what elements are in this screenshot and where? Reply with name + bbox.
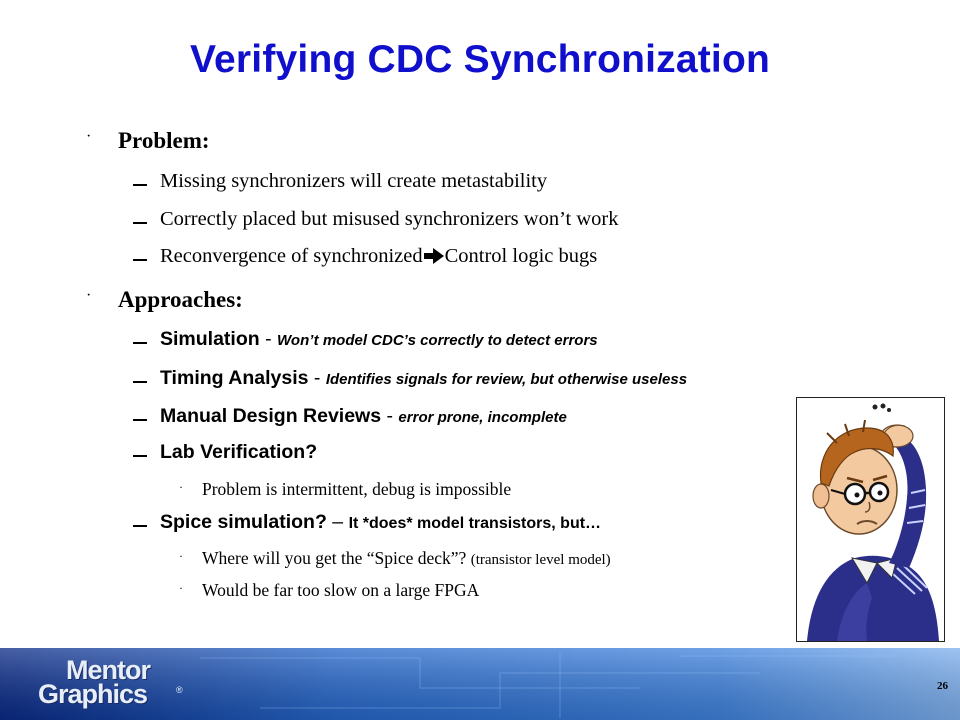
logo-line1: Mentor [66, 655, 150, 685]
bullet-mark: · [179, 581, 183, 595]
approach-note: It *does* model transistors, but… [348, 515, 602, 532]
dash-mark [133, 342, 147, 344]
approach-note: error prone, incomplete [398, 409, 567, 426]
reconvergence-before: Reconvergence of synchronized [160, 245, 423, 267]
problem-item-text [160, 245, 597, 268]
right-arrow-icon [424, 248, 444, 264]
dash-mark [133, 259, 147, 261]
approach-label: Simulation [160, 328, 260, 350]
approach-label: Spice simulation? [160, 511, 327, 533]
dash-mark [133, 184, 147, 186]
mentor-graphics-logo [38, 655, 198, 715]
registered-mark: ® [176, 685, 183, 695]
slide-title: Verifying CDC Synchronization [189, 38, 771, 81]
approach-note: Identifies signals for review, but otherwise useless [325, 371, 688, 388]
problem-item-text: Missing synchronizers will create metastability [160, 170, 548, 192]
dash-mark [133, 419, 147, 421]
dash-mark [133, 381, 147, 383]
approach-subitem-note: (transistor level model) [470, 552, 611, 568]
approach-note: Won’t model CDC’s correctly to detect errors [277, 332, 598, 349]
bullet-mark: · [179, 480, 183, 494]
bullet-mark: · [86, 128, 92, 145]
approach-subitem-text: Where will you get the “Spice deck”? [202, 548, 471, 568]
approach-sep: – [326, 511, 349, 533]
bullet-mark: · [86, 287, 92, 304]
approach-subitem-text: Problem is intermittent, debug is impossible [202, 479, 512, 499]
approach-subitem-text: Would be far too slow on a large FPGA [202, 580, 480, 600]
approach-label: Manual Design Reviews [160, 405, 382, 427]
approach-sep: - [381, 405, 399, 427]
approach-label: Lab Verification? [160, 441, 318, 463]
reconvergence-after: Control logic bugs [444, 245, 598, 267]
approach-label: Timing Analysis [160, 367, 309, 389]
dash-mark [133, 222, 147, 224]
bullet-mark: · [179, 549, 183, 563]
problem-heading: Problem: [118, 128, 210, 153]
page-number: 26 [937, 680, 948, 692]
approach-sep: - [308, 367, 326, 389]
dash-mark [133, 455, 147, 457]
confused-man-illustration [796, 397, 945, 642]
approach-sep: - [259, 328, 278, 350]
logo-line2: Graphics [38, 679, 148, 709]
dash-mark [133, 525, 147, 527]
approaches-heading: Approaches: [118, 287, 243, 312]
problem-item-text: Correctly placed but misused synchronizers won’t work [160, 208, 619, 230]
